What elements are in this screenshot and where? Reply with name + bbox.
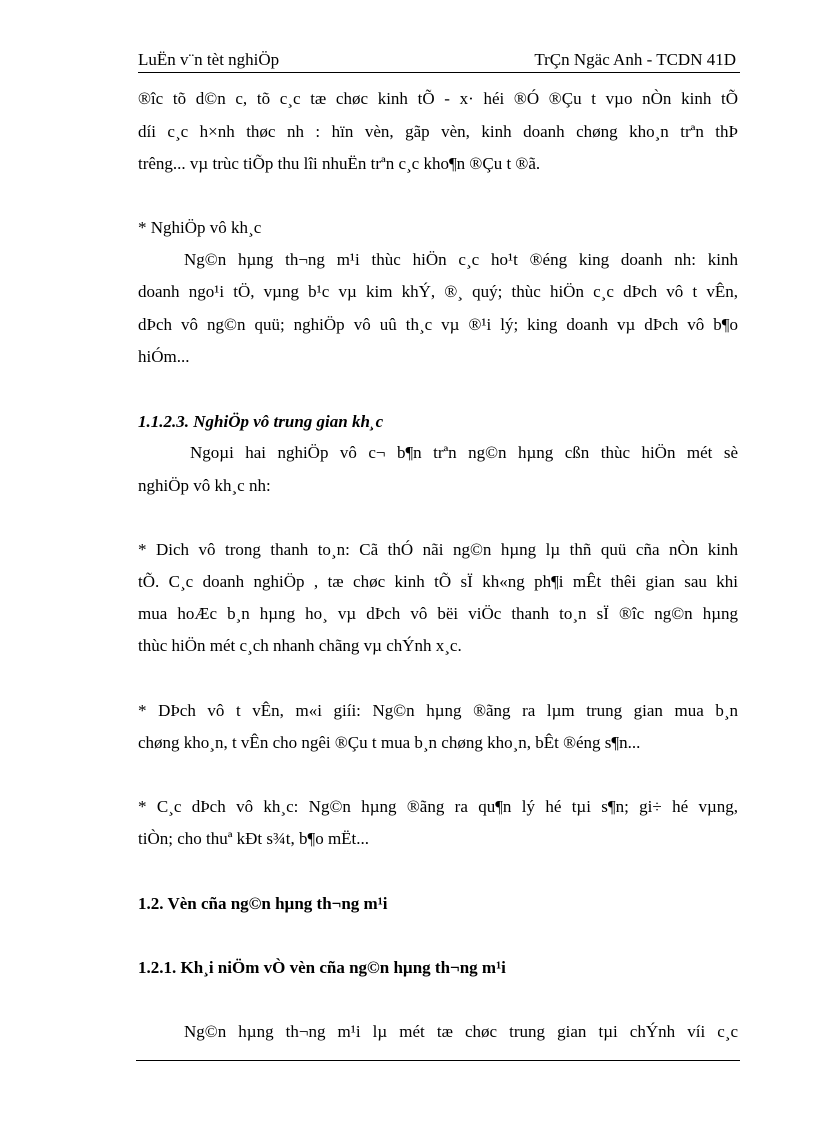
text-line: tiÒn; cho thuª kÐt s¾t, b¶o mËt... (138, 829, 370, 848)
text-line: tÕ. C¸c doanh nghiÖp , tæ chøc kinh tÕ sÏ kh«ng ph¶i mÊt thêi gian sau khi (138, 572, 738, 591)
text-line: Ng©n hµng th¬ng m¹i thùc hiÖn c¸c ho¹t ®éng king doanh nh: kinh (184, 250, 738, 269)
section-heading: 1.2. Vèn cña ng©n hµng th¬ng m¹i (138, 894, 388, 913)
text-line: chøng kho¸n, t vÊn cho ngêi ®Çu t mua b¸n chøng kho¸n, bÊt ®éng s¶n... (138, 733, 641, 752)
text-line: * DÞch vô t vÊn, m«i giíi: Ng©n hµng ®ãng ra lµm trung gian mua b¸n (138, 701, 738, 720)
text-line: ®îc tõ d©n c, tõ c¸c tæ chøc kinh tÕ - x· héi ®Ó ®Çu t vµo nÒn kinh tÕ (138, 89, 738, 108)
text-line: thùc hiÖn mét c¸ch nhanh chãng vµ chÝnh x¸c. (138, 636, 462, 655)
section-heading: * NghiÖp vô kh¸c (138, 218, 262, 237)
text-line: Ngoµi hai nghiÖp vô c¬ b¶n trªn ng©n hµng cßn thùc hiÖn mét sè (190, 443, 738, 462)
header-left-title: LuËn v¨n tèt nghiÖp (138, 50, 280, 69)
subsection-heading: 1.1.2.3. NghiÖp vô trung gian kh¸c (138, 412, 384, 431)
text-line: hiÓm... (138, 347, 190, 366)
text-line: trêng... vµ trùc tiÕp thu lîi nhuËn trªn c¸c kho¶n ®Çu t ®ã. (138, 154, 541, 173)
text-line: Ng©n hµng th¬ng m¹i lµ mét tæ chøc trung gian tµi chÝnh víi c¸c (184, 1022, 738, 1041)
text-line: nghiÖp vô kh¸c nh: (138, 476, 271, 495)
page-header (138, 48, 740, 73)
footer-rule (136, 1060, 740, 1061)
text-line: mua hoÆc b¸n hµng ho¸ vµ dÞch vô bëi viÖc thanh to¸n sÏ ®îc ng©n hµng (138, 604, 738, 623)
text-line: díi c¸c h×nh thøc nh : hïn vèn, gãp vèn, kinh doanh chøng kho¸n trªn thÞ (138, 122, 738, 141)
text-line: * C¸c dÞch vô kh¸c: Ng©n hµng ®ãng ra qu¶n lý hé tµi s¶n; gi÷ hé vµng, (138, 797, 738, 816)
text-line: * Dich vô trong thanh to¸n: Cã thÓ nãi ng©n hµng lµ thñ quü cña nÒn kinh (138, 540, 738, 559)
text-line: doanh ngo¹i tÖ, vµng b¹c vµ kim khÝ, ®¸ quý; thùc hiÖn c¸c dÞch vô t vÊn, (138, 282, 738, 301)
text-line: dÞch vô ng©n quü; nghiÖp vô uû th¸c vµ ®¹i lý; king doanh vµ dÞch vô b¶o (138, 315, 738, 334)
subsection-heading: 1.2.1. Kh¸i niÖm vÒ vèn cña ng©n hµng th¬ng m¹i (138, 958, 506, 977)
header-right-author: TrÇn Ngäc Anh - TCDN 41D (534, 50, 736, 69)
